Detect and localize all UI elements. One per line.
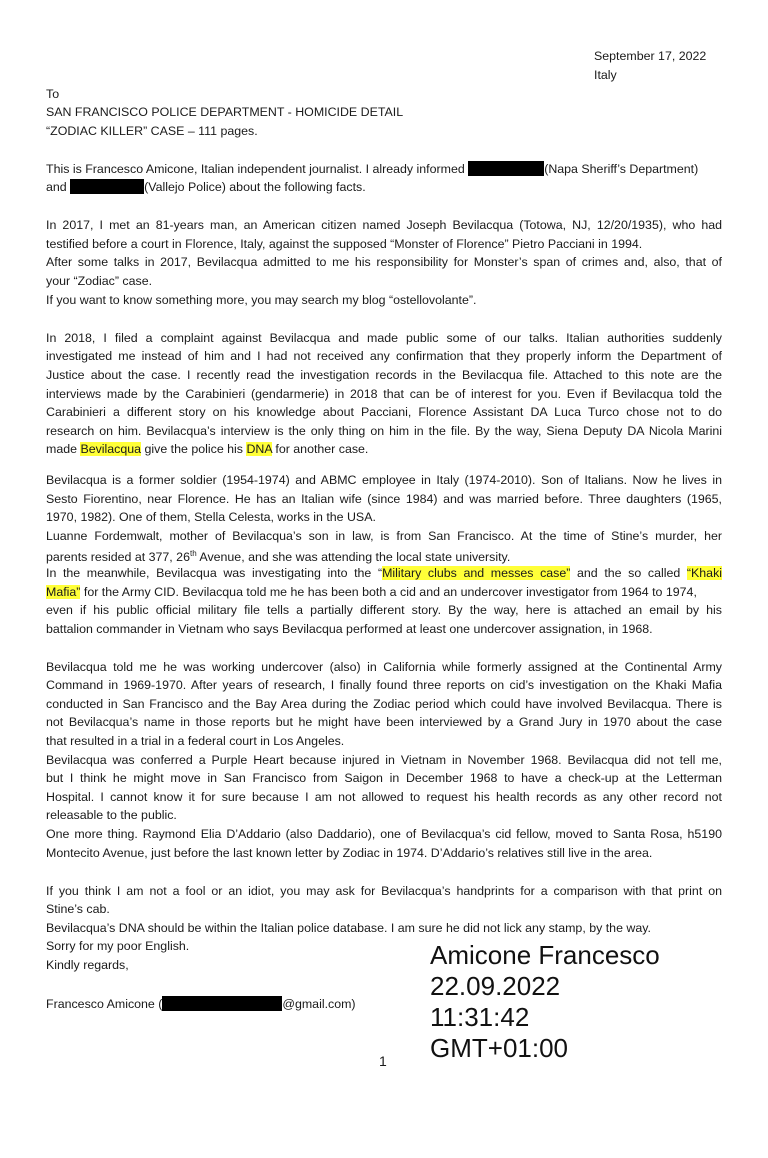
paragraph-line: In 2018, I filed a complaint against Bevilacqua and made public some of our talks. Italian authorities suddenly xyxy=(46,331,722,345)
signature-stamp-timezone: GMT+01:00 xyxy=(430,1033,569,1063)
paragraph-line: Stine’s cab. xyxy=(46,902,110,916)
highlight: Bevilacqua xyxy=(80,442,142,456)
case-reference: “ZODIAC KILLER” CASE – 111 pages. xyxy=(46,124,258,138)
paragraph-line: Hospital. I cannot know it for sure because I am not allowed to request his health records as any other record not xyxy=(46,790,722,804)
paragraph-line: Bevilacqua told me he was working undercover (also) in California while formerly assigned at the Continental Army xyxy=(46,660,722,674)
paragraph-line: releasable to the public. xyxy=(46,808,177,822)
highlight: Military clubs and messes case” xyxy=(382,566,571,580)
intro-line-2: and (Vallejo Police) about the following facts. xyxy=(46,180,366,194)
paragraph-line: your “Zodiac” case. xyxy=(46,274,153,288)
paragraph-line: Mafia” for the Army CID. Bevilacqua told me he has been both a cid and an undercover investigator from 1964 to 1974, xyxy=(46,585,697,599)
paragraph-line: In the meanwhile, Bevilacqua was investigating into the “Military clubs and messes case” and the so called “Khaki xyxy=(46,566,723,580)
highlight: DNA xyxy=(246,442,272,456)
intro-line-1: This is Francesco Amicone, Italian independent journalist. I already informed (Napa Sheriff’s Department) xyxy=(46,162,699,176)
letter-date: September 17, 2022 xyxy=(594,49,707,63)
paragraph-line: If you think I am not a fool or an idiot, you may ask for Bevilacqua’s handprints for a comparison with that print on xyxy=(46,884,722,898)
closing-salutation: Kindly regards, xyxy=(46,958,129,972)
paragraph-line: investigated me instead of him and I had not received any confirmation that they properly inform the Department of xyxy=(46,349,722,363)
redacted-email xyxy=(162,996,282,1011)
signature-stamp-name: Amicone Francesco xyxy=(430,940,660,970)
paragraph-line: In 2017, I met an 81-years man, an American citizen named Joseph Bevilacqua (Totowa, NJ, 12/20/1935), who had xyxy=(46,218,722,232)
recipient-department: SAN FRANCISCO POLICE DEPARTMENT - HOMICIDE DETAIL xyxy=(46,105,404,119)
paragraph-line: Sorry for my poor English. xyxy=(46,939,190,953)
paragraph-line: Sesto Fiorentino, near Florence. He has an Italian wife (since 1984) and was married before. Three daughters (1965, xyxy=(46,492,722,506)
paragraph-line: but I think he might move in San Francisco from Saigon in December 1968 to have a check-up at the Letterman xyxy=(46,771,722,785)
paragraph-line: parents resided at 377, 26th Avenue, and she was attending the local state university. xyxy=(46,549,511,565)
paragraph-line: not Bevilacqua’s name in those reports but he might have been interviewed by a Grand Jury in 1970 about the case xyxy=(46,715,722,729)
redacted-name xyxy=(70,179,144,194)
paragraph-line: that resulted in a trial in a federal court in Los Angeles. xyxy=(46,734,345,748)
paragraph-line: testified before a court in Florence, Italy, against the supposed “Monster of Florence” Pietro Pacciani in 1994. xyxy=(46,237,643,251)
recipient-to: To xyxy=(46,87,60,101)
paragraph-line: Carabinieri a different story on his knowledge about Pacciani, Florence Assistant DA Luca Turco chose not to do xyxy=(46,405,722,419)
paragraph-line: Montecito Avenue, just before the last known letter by Zodiac in 1974. D’Addario’s relatives still live in the area. xyxy=(46,846,653,860)
paragraph-line: battalion commander in Vietnam who says Bevilacqua performed at least one undercover assignation, in 1968. xyxy=(46,622,653,636)
paragraph-line: Justice about the case. I recently read the investigation records in the Bevilacqua file. Attached to this note are the xyxy=(46,368,722,382)
paragraph-line: 1970, 1982). One of them, Stella Celesta, works in the USA. xyxy=(46,510,376,524)
paragraph-line: even if his public official military file tells a partially different story. By the way, here is attached an email by his xyxy=(46,603,722,617)
paragraph-line: If you want to know something more, you may search my blog “ostellovolante”. xyxy=(46,293,477,307)
paragraph-line: Bevilacqua was conferred a Purple Heart because injured in Vietnam in November 1968. Bevilacqua did not tell me, xyxy=(46,753,722,767)
highlight: Mafia” xyxy=(46,585,81,599)
paragraph-line: conducted in San Francisco and the Bay Area during the Zodiac period which could have involved Bevilacqua. There is xyxy=(46,697,722,711)
redacted-name xyxy=(468,161,544,176)
paragraph-line: After some talks in 2017, Bevilacqua admitted to me his responsibility for Monster’s span of crimes and, also, that of xyxy=(46,255,722,269)
signature-stamp-date: 22.09.2022 xyxy=(430,971,561,1001)
signature-line: Francesco Amicone ( @gmail.com) xyxy=(46,997,356,1011)
highlight: “Khaki xyxy=(686,566,723,580)
page-number: 1 xyxy=(379,1053,387,1069)
letter-place: Italy xyxy=(594,68,617,82)
paragraph-line: One more thing. Raymond Elia D’Addario (also Daddario), one of Bevilacqua’s cid fellow, moved to Santa Rosa, h5190 xyxy=(46,827,722,841)
paragraph-line: Bevilacqua is a former soldier (1954-1974) and ABMC employee in Italy (1974-2010). Son of Italians. Now he lives in xyxy=(46,473,722,487)
signature-stamp-time: 11:31:42 xyxy=(430,1002,530,1032)
paragraph-line: Bevilacqua’s DNA should be within the Italian police database. I am sure he did not lick any stamp, by the way. xyxy=(46,921,651,935)
paragraph-line: research on him. Bevilacqua’s interview is the only thing on him in the file. By the way, Siena Deputy DA Nicola Marini xyxy=(46,424,722,438)
paragraph-line: Command in 1969-1970. After years of research, I finally found three reports on cid’s investigation on the Khaki Mafia xyxy=(46,678,722,692)
paragraph-line: interviews made by the Carabinieri (gendarmerie) in 2018 that can be of interest for you. Even if Bevilacqua told the xyxy=(46,387,722,401)
paragraph-line: Luanne Fordemwalt, mother of Bevilacqua’s son in law, is from San Francisco. At the time of Stine’s murder, her xyxy=(46,529,722,543)
paragraph-line: made Bevilacqua give the police his DNA for another case. xyxy=(46,442,369,456)
